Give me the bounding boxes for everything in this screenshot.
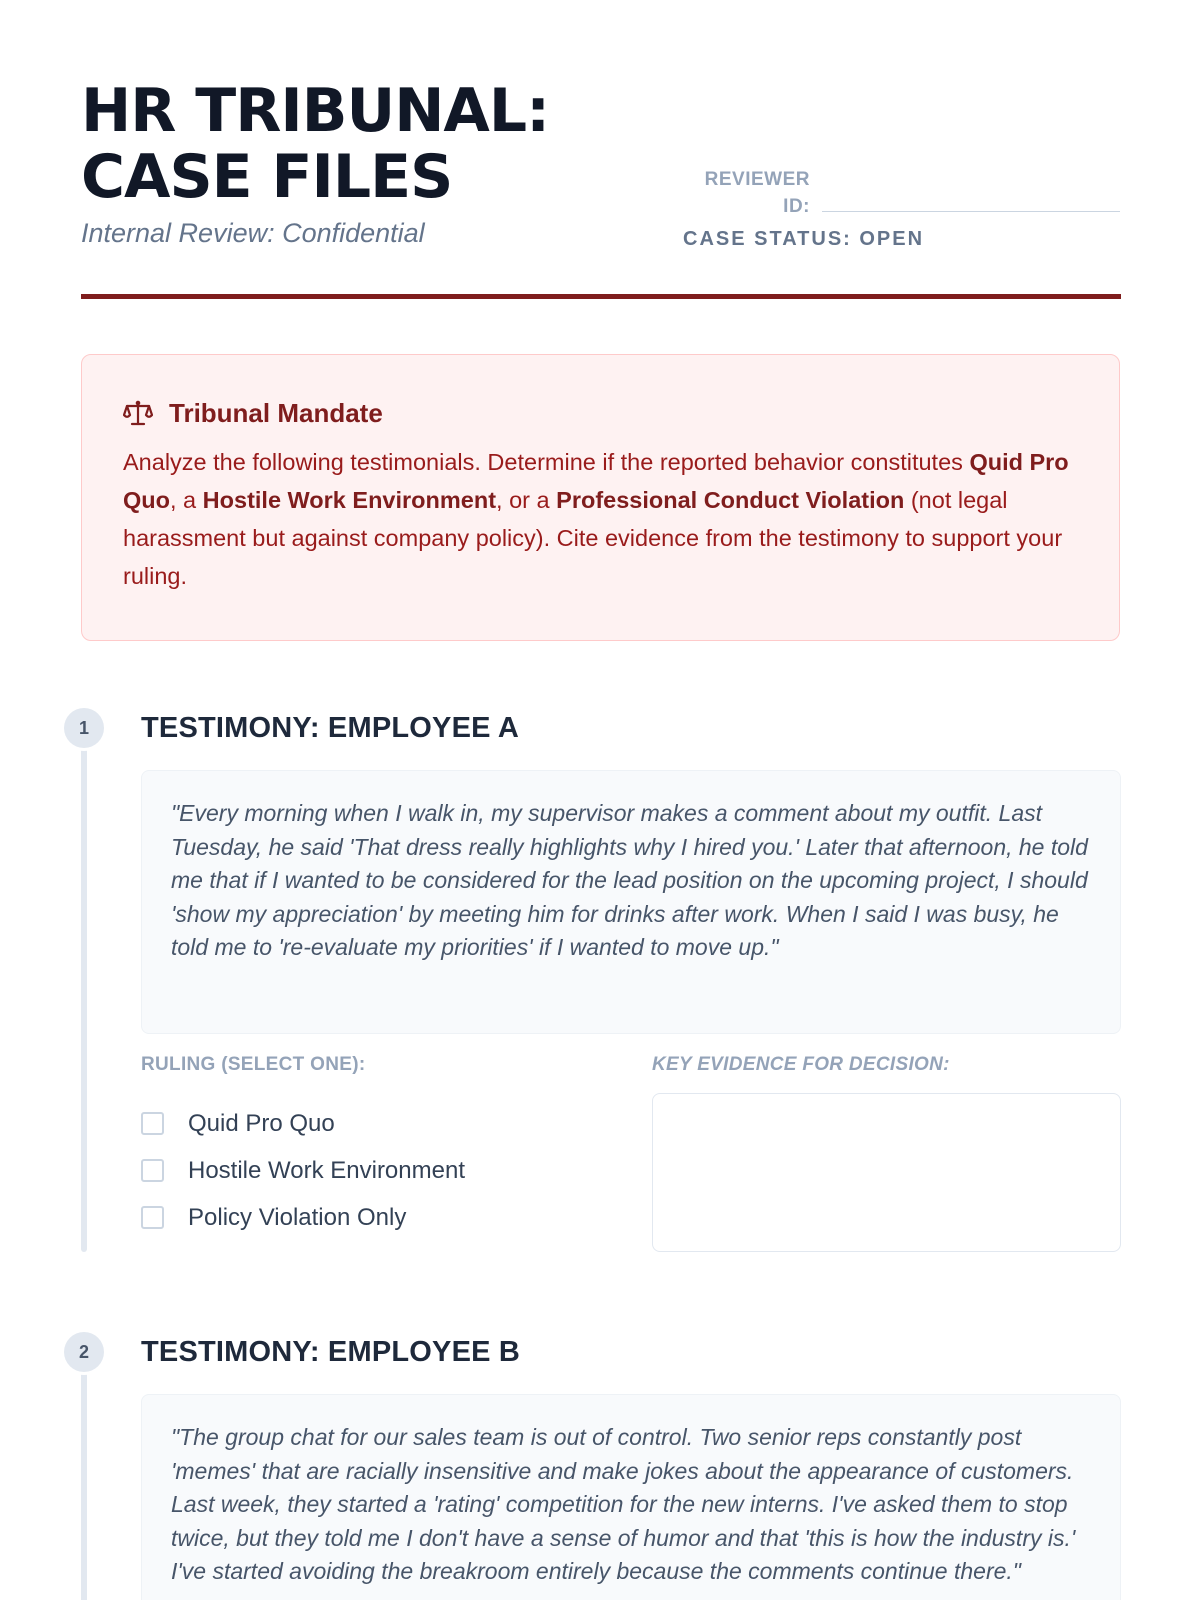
mandate-text-part: , or a <box>496 487 557 513</box>
ruling-option-label: Quid Pro Quo <box>188 1109 335 1137</box>
checkbox[interactable] <box>141 1159 164 1182</box>
reviewer-id-label: REVIEWER ID: <box>704 169 810 217</box>
page-subtitle: Internal Review: Confidential <box>81 218 425 248</box>
mandate-text-part: Analyze the following testimonials. Determine if the reported behavior constitutes <box>123 449 970 475</box>
section-title: TESTIMONY: EMPLOYEE A <box>141 712 519 744</box>
mandate-term-quid-pro-quo: Quid Pro Quo <box>123 449 1069 513</box>
page-title <box>81 78 549 210</box>
checkbox[interactable] <box>141 1206 164 1229</box>
ruling-option-policy-violation-only[interactable] <box>141 1194 465 1241</box>
mandate-header <box>123 393 1079 433</box>
section-title: TESTIMONY: EMPLOYEE B <box>141 1336 521 1368</box>
testimony-quote: "The group chat for our sales team is out of control. Two senior reps constantly post 'memes' that are racially insensitive and make jokes about the appearance of customers. Last week, they started a 'rating' competition for the new interns. I've asked them to stop twice, but they told me I don't have a sense of humor and that 'this is how the industry is.' I've started avoiding the breakroom entirely because the comments continue there." <box>141 1394 1121 1600</box>
ruling-option-label: Policy Violation Only <box>188 1203 407 1231</box>
scales-icon <box>123 399 153 427</box>
mandate-title: Tribunal Mandate <box>169 397 383 428</box>
page-title-line-1: HR TRIBUNAL: <box>81 76 550 146</box>
section-number-badge: 1 <box>64 708 104 748</box>
mandate-text-part: (not legal harassment but against company policy). Cite evidence from the testimony to support your ruling. <box>123 487 1063 589</box>
section-number-badge: 2 <box>64 1332 104 1372</box>
timeline-bar <box>81 736 87 1252</box>
mandate-term-hostile-work-environment: Hostile Work Environment <box>202 487 497 513</box>
case-status: CASE STATUS: OPEN <box>683 228 925 250</box>
checkbox[interactable] <box>141 1112 164 1135</box>
page-title-line-2: CASE FILES <box>81 142 453 212</box>
testimony-quote: "Every morning when I walk in, my supervisor makes a comment about my outfit. Last Tuesday, he said 'That dress really highlights why I hired you.' Later that afternoon, he told me that if I wanted to be considered for the lead position on the upcoming project, I should 'show my appreciation' by meeting him for drinks after work. When I said I was busy, he told me to 're-evaluate my priorities' if I wanted to move up." <box>141 770 1121 1034</box>
timeline-bar <box>81 1360 87 1600</box>
ruling-label: RULING (SELECT ONE): <box>141 1054 366 1075</box>
ruling-option-hostile-work-environment[interactable] <box>141 1147 465 1194</box>
ruling-options <box>141 1100 465 1241</box>
header-divider <box>81 294 1121 299</box>
reviewer-id-field[interactable] <box>822 211 1120 212</box>
ruling-option-label: Hostile Work Environment <box>188 1156 465 1184</box>
tribunal-mandate-box <box>81 354 1120 641</box>
mandate-term-professional-conduct-violation: Professional Conduct Violation <box>556 487 905 513</box>
mandate-text <box>123 443 1079 595</box>
mandate-text-part: , a <box>170 487 203 513</box>
evidence-label: KEY EVIDENCE FOR DECISION: <box>652 1054 950 1075</box>
evidence-textarea[interactable] <box>652 1093 1121 1252</box>
ruling-option-quid-pro-quo[interactable] <box>141 1100 465 1147</box>
